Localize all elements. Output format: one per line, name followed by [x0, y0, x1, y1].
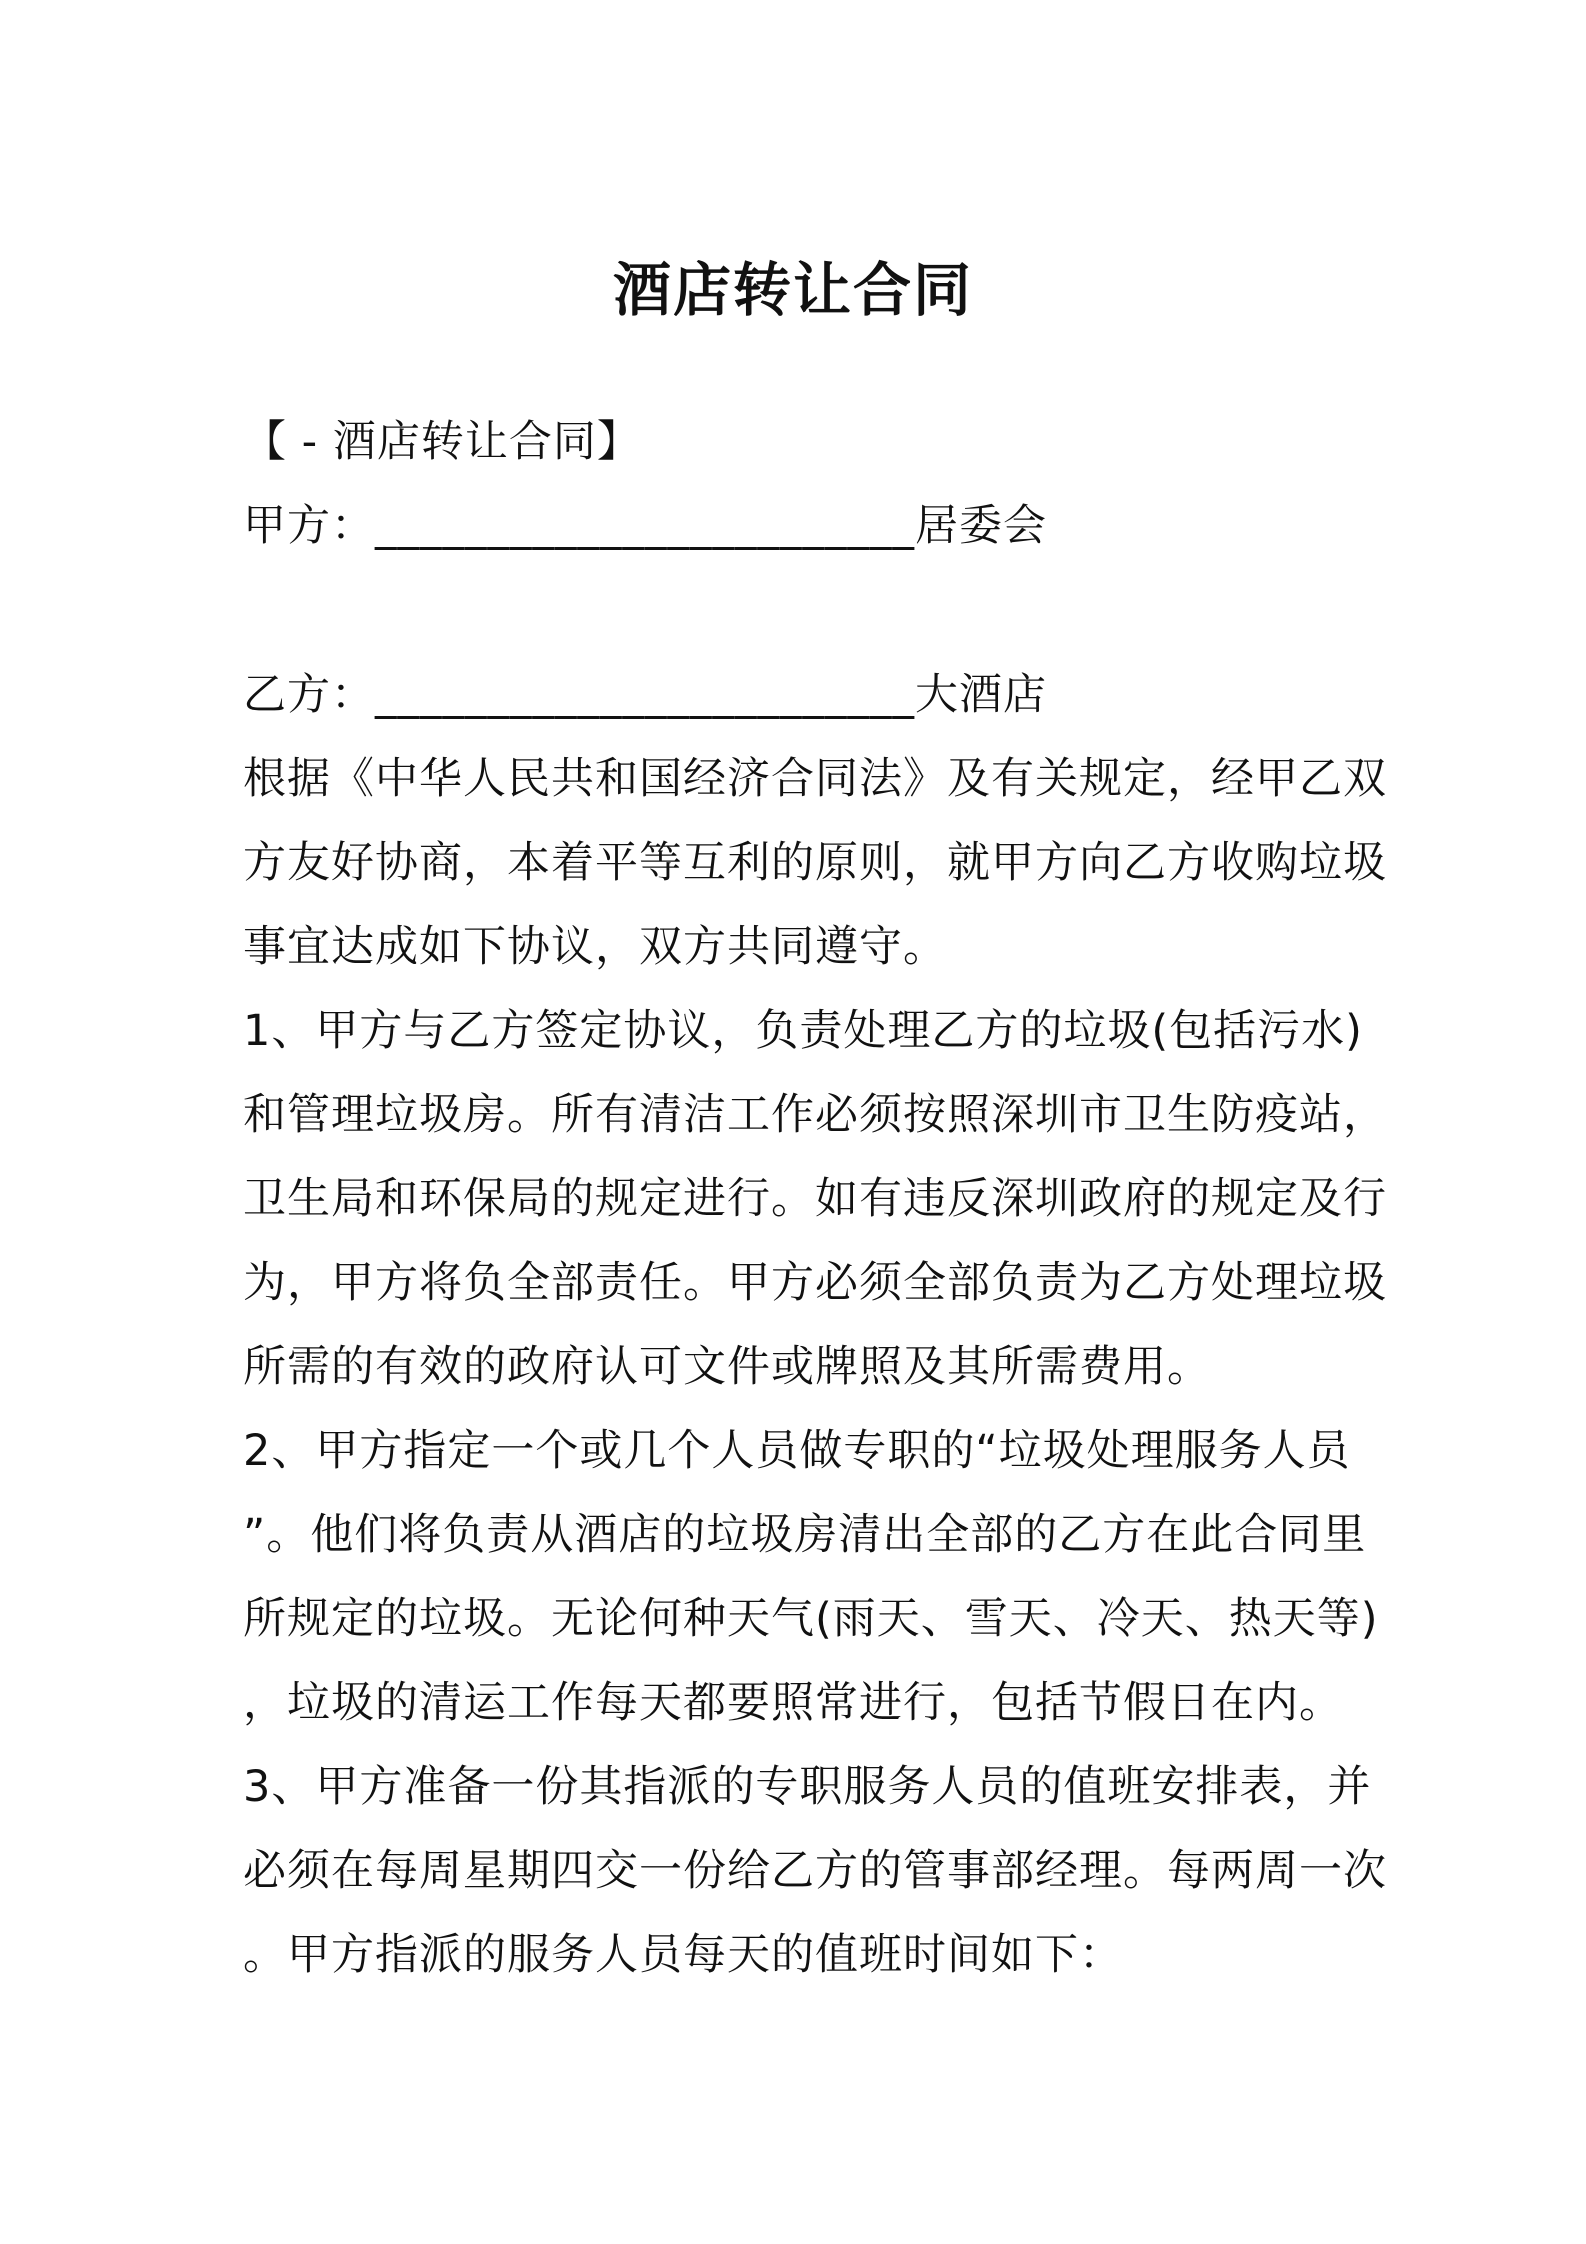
- body-line: 2、甲方指定一个或几个人员做专职的“垃圾处理服务人员: [243, 1426, 1351, 1476]
- body-line: 方友好协商，本着平等互利的原则，就甲方向乙方收购垃圾: [243, 838, 1387, 888]
- body-line: 。甲方指派的服务人员每天的值班时间如下：: [243, 1930, 1123, 1980]
- body-line: ，垃圾的清运工作每天都要照常进行，包括节假日在内。: [243, 1678, 1343, 1728]
- party-a-line: 甲方：________________________居委会: [243, 501, 1047, 551]
- body-line: ”。他们将负责从酒店的垃圾房清出全部的乙方在此合同里: [243, 1510, 1367, 1560]
- party-b-line: 乙方：________________________大酒店: [243, 670, 1047, 720]
- body-line: 3、甲方准备一份其指派的专职服务人员的值班安排表，并: [243, 1762, 1372, 1812]
- document-title: 酒店转让合同: [612, 256, 973, 324]
- body-line: 为，甲方将负全部责任。甲方必须全部负责为乙方处理垃圾: [243, 1258, 1387, 1308]
- body-line: 事宜达成如下协议，双方共同遵守。: [243, 922, 947, 972]
- body-line: 根据《中华人民共和国经济合同法》及有关规定，经甲乙双: [243, 754, 1387, 804]
- body-line: 所需的有效的政府认可文件或牌照及其所需费用。: [243, 1342, 1211, 1392]
- body-line: 所规定的垃圾。无论何种天气(雨天、雪天、冷天、热天等): [243, 1594, 1379, 1644]
- body-line: 1、甲方与乙方签定协议，负责处理乙方的垃圾(包括污水): [243, 1006, 1363, 1056]
- body-line: 卫生局和环保局的规定进行。如有违反深圳政府的规定及行: [243, 1174, 1387, 1224]
- document-subtitle: 【 - 酒店转让合同】: [243, 417, 641, 467]
- body-line: 必须在每周星期四交一份给乙方的管事部经理。每两周一次: [243, 1846, 1387, 1896]
- body-line: 和管理垃圾房。所有清洁工作必须按照深圳市卫生防疫站，: [243, 1090, 1387, 1140]
